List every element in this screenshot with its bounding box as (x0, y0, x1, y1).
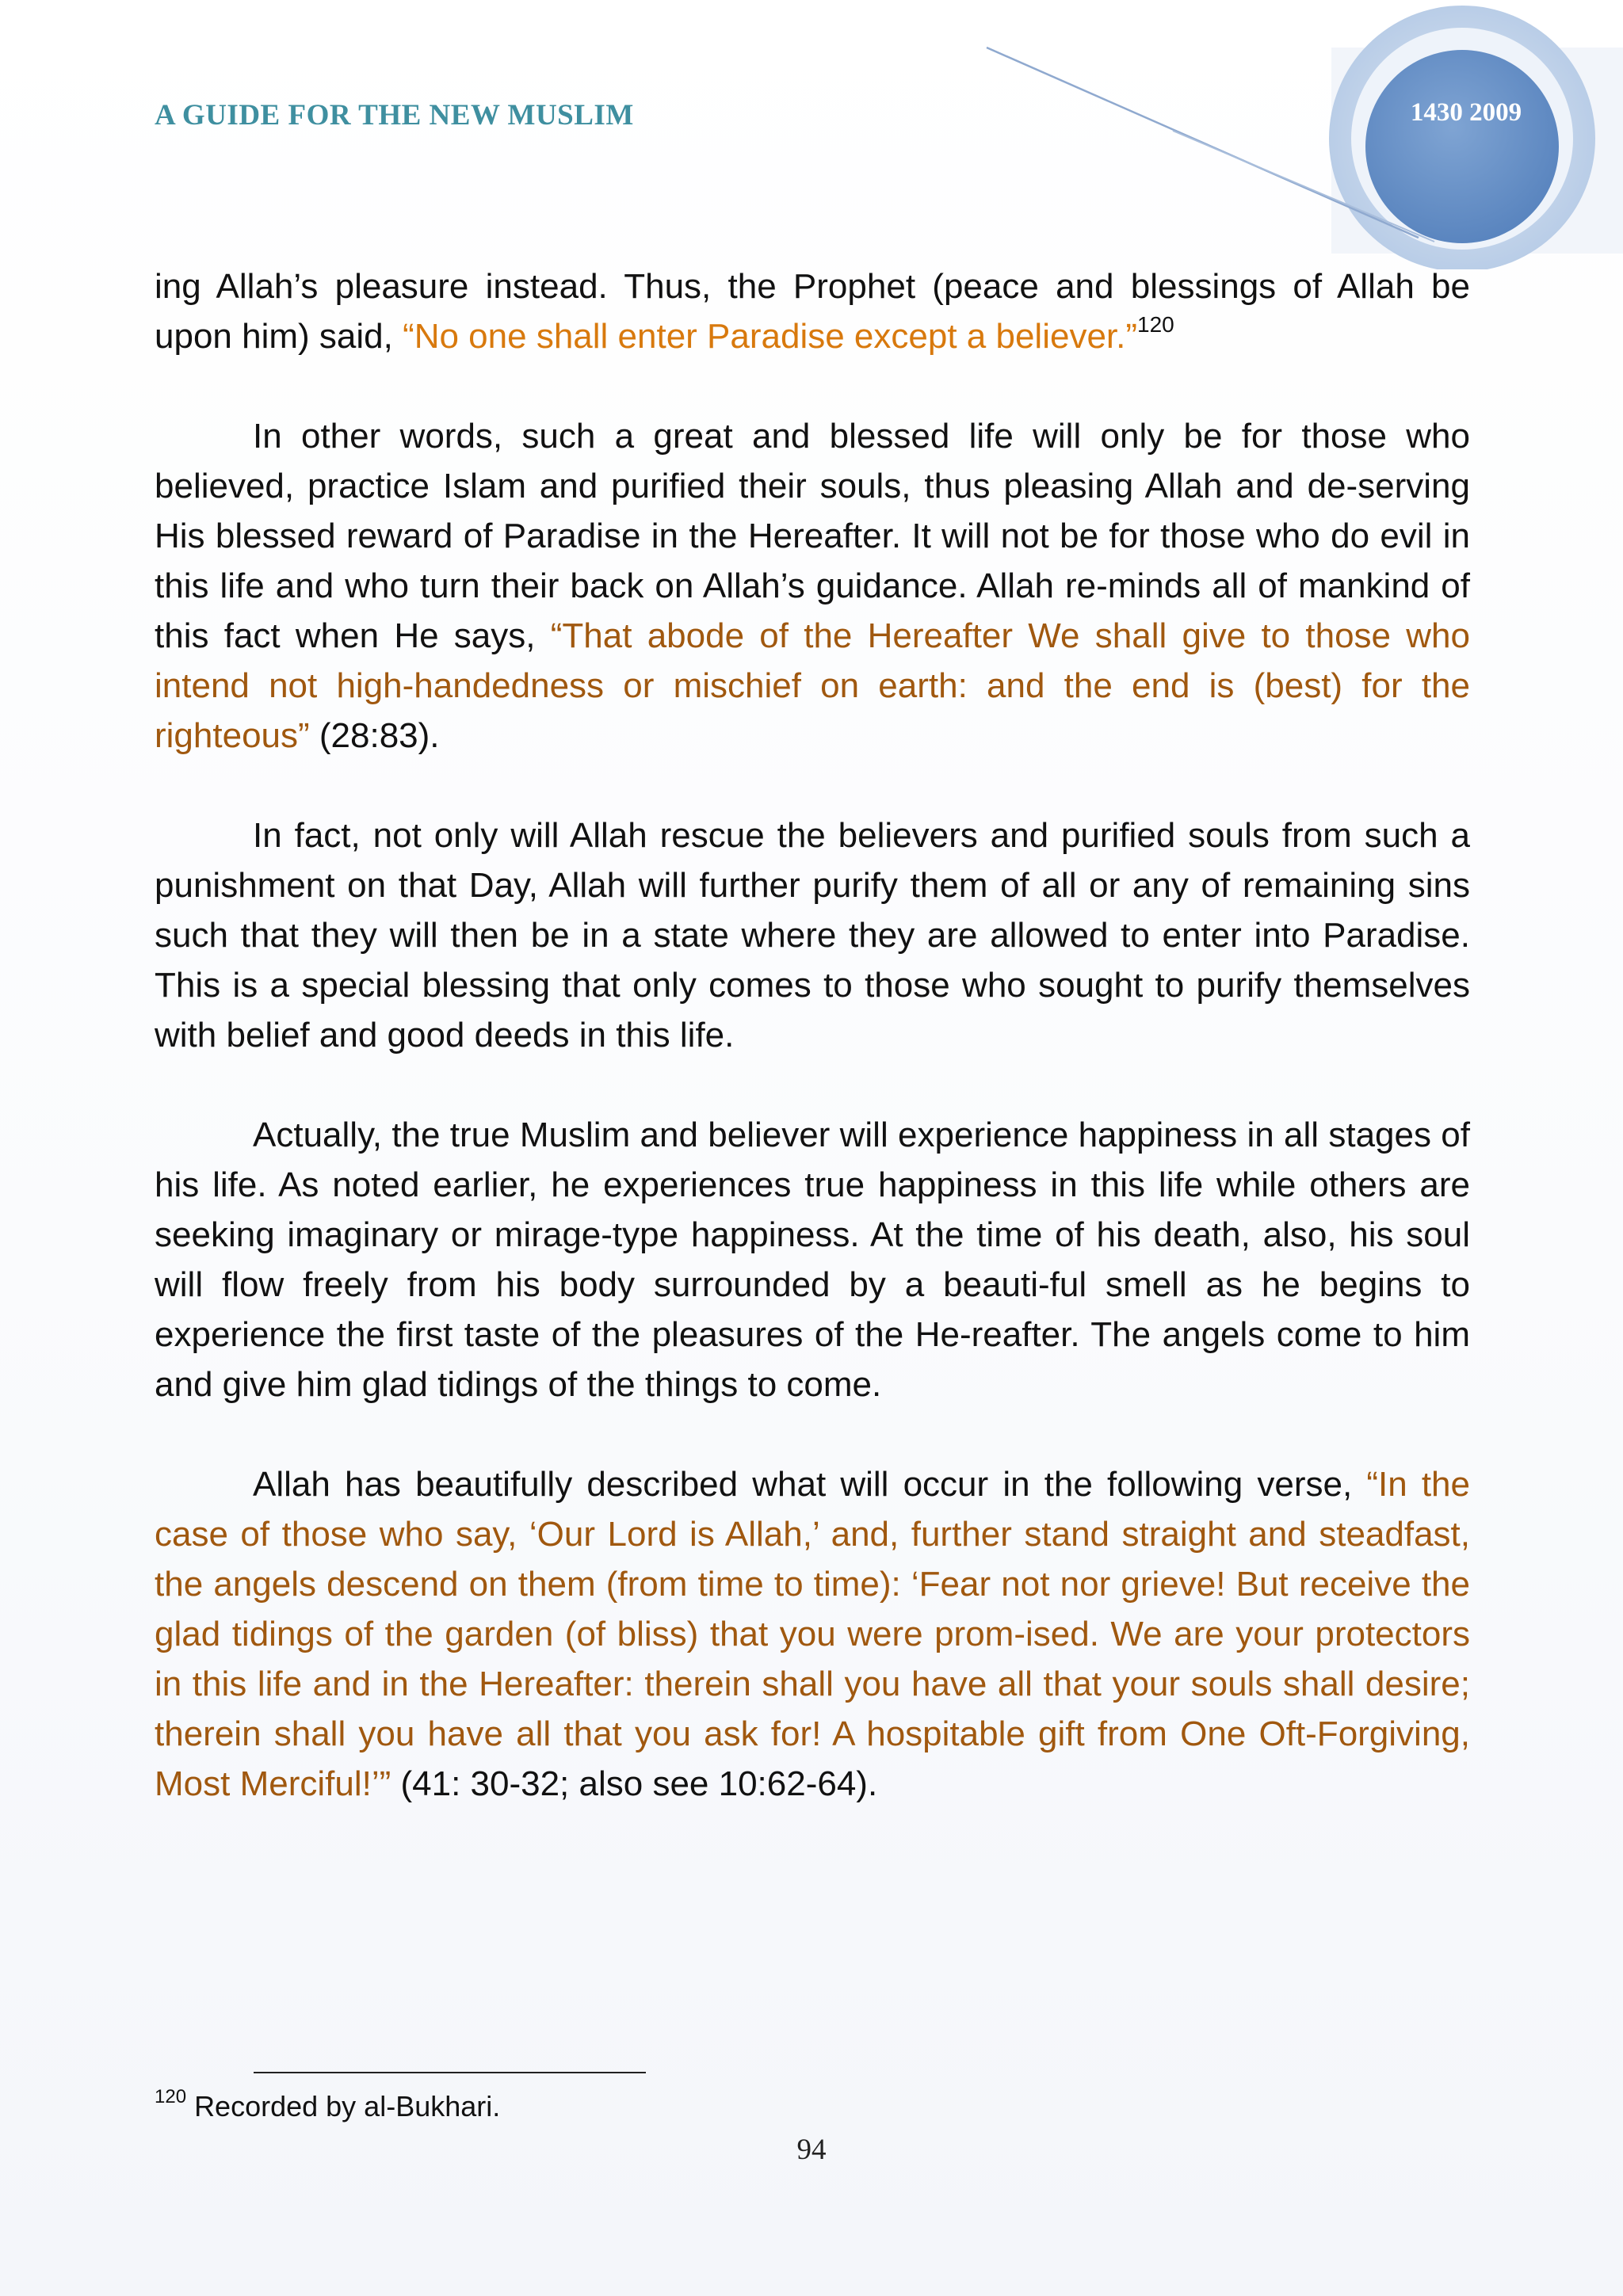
paragraph-2-quote: “That abode of the Hereafter We shall give to those who intend not high-handedness or mischief on earth: and the end is (best) for the righteous” (155, 616, 1470, 755)
running-header-year: 1430 2009 (1410, 98, 1522, 127)
header-circle-inner (1365, 50, 1559, 243)
paragraph-1-text: ing Allah’s pleasure instead. Thus, the Prophet (peace and blessings of Allah be upon him) said, (155, 267, 1470, 356)
footnote-text: Recorded by al-Bukhari. (194, 2090, 501, 2122)
paragraph-5-quote: “In the case of those who say, ‘Our Lord is Allah,’ and, further stand straight and steadfast, the angels descend on them (from time to time): ‘Fear not nor grieve! But receive the glad tidings of the garden (of bliss) that you were prom-ised. We are your protectors in this life and in the Hereafter: therein shall you have all that your souls shall desire; therein shall you have all that you ask for! A hospitable gift from One Oft-Forgiving, Most Merciful!’” (155, 1465, 1470, 1803)
header-decoration (0, 0, 1623, 269)
footnote-reference[interactable]: 120 (1137, 312, 1174, 338)
paragraph-4: Actually, the true Muslim and believer will experience happiness in all stages of his life. As noted earlier, he experiences true happiness in this life while others are seeking imaginary or mirage-type happiness. At the time of his death, also, his soul will flow freely from his body surrounded by a beauti-ful smell as he begins to experience the first taste of the pleasures of the He-reafter. The angels come to him and give him glad tidings of the things to come. (155, 1116, 1470, 1404)
paragraph-3: In fact, not only will Allah rescue the believers and purified souls from such a punishment on that Day, Allah will further purify them of all or any of remaining sins such that they will then be in a state where they are allowed to enter into Paradise. This is a special blessing that only comes to those who sought to purify themselves with belief and good deeds in this life. (155, 816, 1470, 1055)
body-text (155, 261, 1470, 1859)
footnote-number: 120 (155, 2086, 187, 2107)
paragraph-5-citation: (41: 30-32; also see 10:62-64). (391, 1764, 878, 1803)
footnote (155, 2086, 501, 2123)
footnote-separator (254, 2072, 646, 2073)
paragraph-5-text: Allah has beautifully described what will occur in the following verse, (253, 1465, 1367, 1504)
paragraph-1-quote: “No one shall enter Paradise except a believer.” (403, 317, 1138, 356)
paragraph-5 (155, 1459, 1470, 1809)
paragraph-1 (155, 261, 1470, 361)
paragraph-2-citation: (28:83). (309, 716, 440, 755)
paragraph-2-text: In other words, such a great and blessed life will only be for those who believed, practice Islam and purified their souls, thus pleasing Allah and de-serving His blessed reward of Paradise in the Hereafter. It will not be for those who do evil in this life and who turn their back on Allah’s guidance. Allah re-minds all of mankind of this fact when He says, (155, 417, 1470, 655)
running-header-title: A GUIDE FOR THE NEW MUSLIM (155, 99, 634, 132)
paragraph-2 (155, 411, 1470, 761)
page-number: 94 (796, 2134, 827, 2166)
